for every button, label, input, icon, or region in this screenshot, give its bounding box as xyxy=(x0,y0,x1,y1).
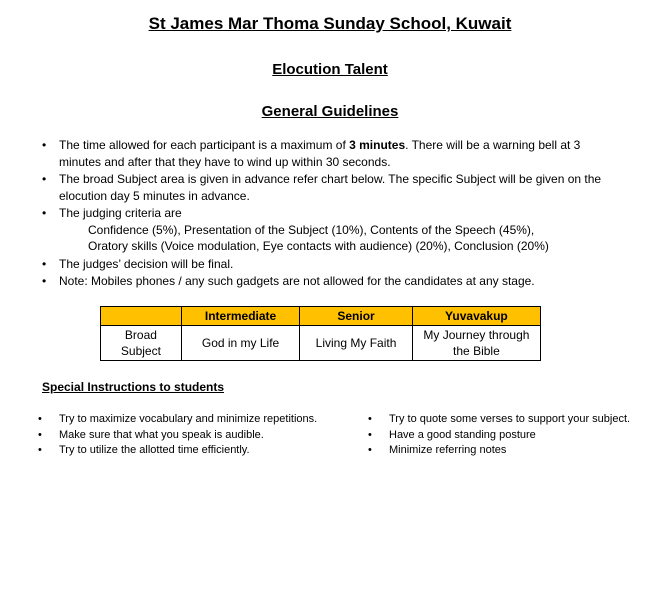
bullet-icon: • xyxy=(42,274,47,288)
bullet-icon: • xyxy=(42,172,47,186)
bullet-icon: • xyxy=(368,413,372,425)
guideline-criteria-intro: The judging criteria are xyxy=(59,206,182,220)
list-item xyxy=(38,428,348,444)
guidelines-list xyxy=(40,137,625,291)
bullet-icon: • xyxy=(368,428,372,441)
guideline-time-limit: 3 minutes xyxy=(349,138,406,152)
table-cell-senior: Living My Faith xyxy=(300,326,413,361)
list-item xyxy=(368,443,653,459)
guideline-note-text: Note: Mobiles phones / any such gadgets are not allowed for the candidates at any stage. xyxy=(59,274,535,288)
instruction-text: Try to quote some verses to support your subject. xyxy=(389,413,631,425)
guideline-time-text-start: The time allowed for each participant is a maximum of xyxy=(59,138,350,152)
table-header-senior: Senior xyxy=(300,307,413,326)
bullet-icon: • xyxy=(42,256,47,271)
table-header-yuvavakup: Yuvavakup xyxy=(412,307,540,326)
guideline-time xyxy=(40,137,625,170)
bullet-icon: • xyxy=(38,428,42,441)
instructions-left-list xyxy=(38,412,348,459)
subject-table-header-row xyxy=(101,307,541,326)
criteria-line-2: Oratory skills (Voice modulation, Eye contacts with audience) (20%), Conclusion (20%) xyxy=(88,239,549,253)
school-name-heading: St James Mar Thoma Sunday School, Kuwait xyxy=(148,14,512,33)
instructions-right-list xyxy=(368,412,653,459)
guideline-time-text-end: . There will be a warning bell at 3 minutes and after that they have to wind up within 30 seconds. xyxy=(59,138,581,169)
table-row-label: Broad Subject xyxy=(101,326,182,361)
list-item xyxy=(368,428,653,444)
guideline-note xyxy=(40,273,625,290)
bullet-icon: • xyxy=(42,206,47,220)
bullet-icon: • xyxy=(42,138,47,152)
instruction-text: Make sure that what you speak is audible. xyxy=(59,428,264,441)
instruction-text: Try to utilize the allotted time efficiently. xyxy=(59,444,250,456)
table-row xyxy=(101,326,541,361)
instruction-text: Try to maximize vocabulary and minimize repetitions. xyxy=(59,413,318,425)
list-item xyxy=(368,412,653,428)
list-item xyxy=(38,443,348,459)
table-header-blank xyxy=(101,307,182,326)
bullet-icon: • xyxy=(38,413,42,425)
guideline-criteria xyxy=(40,205,625,255)
guideline-decision xyxy=(40,256,625,273)
guideline-subject-text: The broad Subject area is given in advance refer chart below. The specific Subject will be given on the elocution day 5 minutes in advance. xyxy=(59,172,602,203)
guideline-subject xyxy=(40,171,625,204)
table-cell-intermediate: God in my Life xyxy=(181,326,299,361)
instruction-text: Have a good standing posture xyxy=(389,428,536,441)
guideline-decision-text: The judges’ decision will be final. xyxy=(59,256,234,271)
list-item xyxy=(38,412,348,428)
special-instructions-title: Special Instructions to students xyxy=(42,380,225,394)
event-name-heading: Elocution Talent xyxy=(272,61,388,78)
subject-table xyxy=(100,306,541,361)
table-header-intermediate: Intermediate xyxy=(181,307,299,326)
guidelines-heading: General Guidelines xyxy=(261,103,399,120)
criteria-line-1: Confidence (5%), Presentation of the Subject (10%), Contents of the Speech (45%), xyxy=(88,222,535,237)
bullet-icon: • xyxy=(38,444,42,456)
table-cell-yuvavakup: My Journey through the Bible xyxy=(412,326,540,361)
instruction-text: Minimize referring notes xyxy=(389,444,507,456)
bullet-icon: • xyxy=(368,444,372,456)
